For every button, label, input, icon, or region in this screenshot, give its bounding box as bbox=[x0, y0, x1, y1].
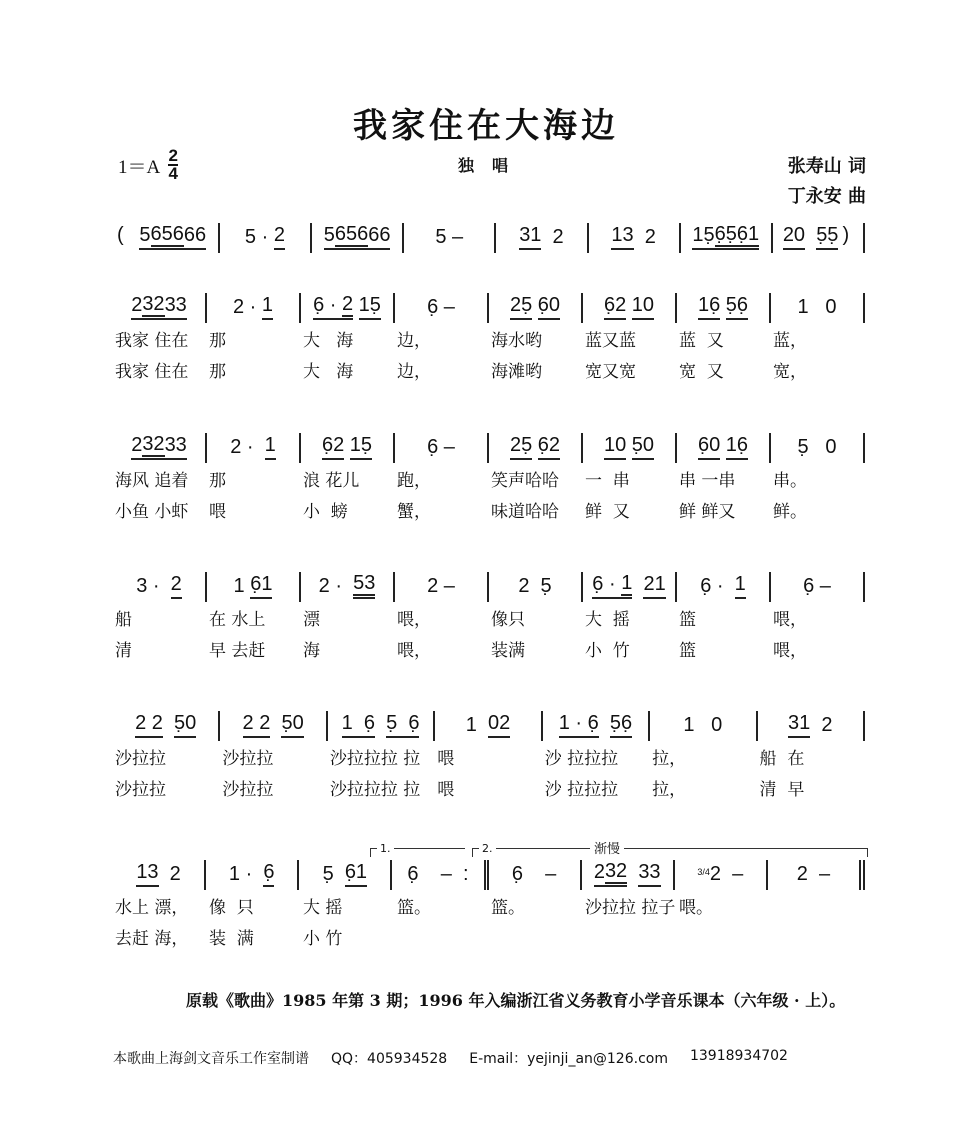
lyrics-verse-2 bbox=[113, 921, 865, 952]
measure bbox=[650, 711, 757, 741]
lyric-segment: 篮 bbox=[679, 641, 696, 661]
note-group: 6̣ – bbox=[511, 863, 557, 885]
lyric-segment: 拉， bbox=[652, 780, 687, 800]
note-group: 5̣ bbox=[322, 863, 345, 885]
measure bbox=[220, 223, 312, 253]
note-group: 5̣6̣ bbox=[726, 295, 748, 320]
lyric-segment: 沙拉拉拉 拉 bbox=[329, 749, 421, 769]
measure bbox=[496, 223, 588, 253]
lyric-segment: 边， bbox=[397, 331, 431, 351]
note-group: 5 · bbox=[244, 226, 274, 248]
lyrics-verse-1 bbox=[113, 741, 865, 772]
note-group: 6̣ – bbox=[427, 436, 455, 458]
lyricist: 张寿山 词 bbox=[787, 156, 866, 177]
note-group: 32 bbox=[142, 434, 164, 460]
lyric-segment: 喂。 bbox=[679, 898, 713, 918]
lyric-segment: 船 bbox=[115, 610, 132, 630]
measure bbox=[677, 433, 771, 463]
lyric-segment: 蓝又蓝 bbox=[585, 331, 636, 351]
note-group: 6̣2 bbox=[604, 295, 626, 320]
note-group: 1 0 bbox=[797, 296, 837, 318]
lyric-segment: 大 海 bbox=[303, 331, 354, 351]
note-group: 6̣0 bbox=[698, 435, 720, 460]
note-group: 1 · bbox=[228, 863, 264, 885]
lyric-segment: 喂 bbox=[209, 502, 226, 522]
note-group: 5̣6̣ bbox=[610, 713, 632, 738]
note-group: 32 bbox=[605, 861, 627, 887]
measure bbox=[489, 572, 583, 602]
note-group: 6̣1 bbox=[345, 862, 367, 887]
measure bbox=[583, 572, 677, 602]
measure bbox=[489, 293, 583, 323]
note-group: 31 bbox=[788, 713, 810, 738]
lyric-segment: 蟹， bbox=[397, 502, 431, 522]
measure bbox=[113, 433, 207, 463]
lyric-segment: 鲜。 bbox=[773, 502, 807, 522]
measure bbox=[768, 860, 865, 890]
note-group: 2 5̣ bbox=[518, 575, 552, 597]
ritardando-marking: 渐慢 bbox=[590, 838, 624, 857]
measure bbox=[681, 223, 773, 253]
measure bbox=[489, 860, 582, 890]
note-group: 16̣ bbox=[698, 295, 720, 320]
time-sig-top: 2 bbox=[168, 146, 178, 165]
note-group: 21 bbox=[643, 574, 665, 599]
measure bbox=[207, 433, 301, 463]
lyric-segment: 串。 bbox=[773, 471, 807, 491]
lyric-segment: 鲜 鲜又 bbox=[679, 502, 736, 522]
note-group: 2 bbox=[594, 862, 605, 887]
credit-email: E-mail：yejinji_an@126.com bbox=[469, 1051, 668, 1067]
lyric-segment: 装满 bbox=[491, 641, 525, 661]
lyric-segment: 那 bbox=[209, 331, 226, 351]
measure bbox=[299, 860, 392, 890]
note-group: 15̣ bbox=[692, 225, 714, 250]
measure bbox=[758, 711, 865, 741]
credit-qq: QQ：405934528 bbox=[331, 1051, 448, 1067]
note-group: 6̣ · bbox=[313, 295, 342, 320]
lyric-segment: 味道哈哈 bbox=[491, 502, 559, 522]
lyric-segment: 喂， bbox=[397, 641, 431, 661]
lyric-segment: 一 串 bbox=[585, 471, 630, 491]
note-group: 2 · bbox=[230, 436, 265, 458]
measure bbox=[771, 572, 865, 602]
lyric-segment: 喂， bbox=[773, 610, 807, 630]
lyric-segment: 沙拉拉 拉子 bbox=[585, 898, 676, 918]
note-group: 33 bbox=[165, 435, 187, 460]
lyric-segment: 海 bbox=[303, 641, 320, 661]
measure bbox=[583, 293, 677, 323]
lyric-segment: 跑， bbox=[397, 471, 431, 491]
lyric-segment: 海滩哟 bbox=[491, 362, 542, 382]
lyrics-verse-1 bbox=[113, 602, 865, 633]
lyric-segment: 那 bbox=[209, 362, 226, 382]
note-group: 2 bbox=[171, 574, 182, 599]
note-group: 6̣1 bbox=[250, 574, 272, 599]
note-group: 2 – bbox=[427, 575, 455, 597]
lyric-segment: 浪 花儿 bbox=[303, 471, 360, 491]
note-group: 5̣0 bbox=[632, 435, 654, 460]
note-group: 2 bbox=[274, 225, 285, 250]
measure bbox=[301, 433, 395, 463]
note-group: 3 · bbox=[136, 575, 171, 597]
note-group: 66 bbox=[184, 225, 206, 250]
note-group: 1 bbox=[465, 714, 488, 736]
time-signature bbox=[168, 148, 178, 182]
lyric-segment: 宽又宽 bbox=[585, 362, 636, 382]
measure bbox=[392, 860, 488, 890]
measure bbox=[771, 433, 865, 463]
lyrics-verse-2 bbox=[113, 494, 865, 525]
measure bbox=[677, 293, 771, 323]
measure bbox=[128, 223, 220, 253]
note-group: 656 bbox=[151, 224, 184, 250]
note-group: 656 bbox=[335, 224, 368, 250]
notes-line bbox=[113, 433, 865, 463]
note-group: 31 bbox=[519, 225, 541, 250]
lyric-segment: 像 只 bbox=[209, 898, 254, 918]
lyric-segment: 海风 追着 bbox=[115, 471, 189, 491]
lyric-segment: 小 螃 bbox=[303, 502, 348, 522]
note-group: 2 bbox=[633, 226, 656, 248]
note-group: 6̣ – : bbox=[407, 863, 469, 885]
note-group bbox=[270, 715, 281, 738]
measure bbox=[220, 711, 327, 741]
lyric-segment: 清 早 bbox=[759, 780, 805, 800]
lyric-segment: 船 在 bbox=[759, 749, 805, 769]
note-group: 5̣0 bbox=[281, 713, 303, 738]
notes-line bbox=[113, 572, 865, 602]
key-signature bbox=[118, 148, 178, 182]
note-group: 5̣ 0 bbox=[797, 436, 837, 458]
measure bbox=[113, 711, 220, 741]
lyric-segment: 水上 漂， bbox=[115, 898, 189, 918]
close-paren: ) bbox=[842, 224, 850, 246]
lyric-segment: 沙 拉拉拉 bbox=[544, 749, 619, 769]
measure bbox=[489, 433, 583, 463]
note-group: 6̣ bbox=[263, 862, 274, 887]
note-group: 15̣ bbox=[350, 435, 372, 460]
measure bbox=[328, 711, 435, 741]
lyric-segment: 蓝， bbox=[773, 331, 807, 351]
lyric-segment: 清 bbox=[115, 641, 132, 661]
lyric-segment: 沙拉拉 bbox=[222, 780, 274, 800]
note-group: 1 bbox=[735, 574, 746, 599]
measure bbox=[395, 293, 489, 323]
note-group: 6̣ · bbox=[592, 574, 621, 599]
lyric-segment: 宽， bbox=[773, 362, 807, 382]
lyric-segment: 喂 bbox=[437, 749, 455, 769]
key-label: 1＝A bbox=[118, 156, 161, 178]
lyric-segment: 篮。 bbox=[397, 898, 431, 918]
measure bbox=[113, 572, 207, 602]
note-group: 1 bbox=[233, 575, 251, 597]
lyric-segment: 喂， bbox=[773, 641, 807, 661]
lyric-segment: 去赶 海， bbox=[115, 929, 189, 949]
measure bbox=[301, 293, 395, 323]
volta-2-label: 2. bbox=[479, 842, 496, 855]
lyric-segment: 大 海 bbox=[303, 362, 354, 382]
measure bbox=[589, 223, 681, 253]
lyric-segment: 笑声哈哈 bbox=[491, 471, 559, 491]
note-group: 2 bbox=[342, 294, 353, 320]
lyrics-verse-1 bbox=[113, 463, 865, 494]
note-group: 66 bbox=[368, 225, 390, 250]
score-row bbox=[113, 223, 865, 253]
performance-type: 独唱 bbox=[458, 156, 527, 175]
measure bbox=[677, 572, 771, 602]
notes-line bbox=[113, 223, 865, 253]
note-group: 32 bbox=[142, 294, 164, 320]
note-group: 02 bbox=[488, 713, 510, 738]
credit-line bbox=[113, 1048, 788, 1068]
score-row bbox=[113, 860, 865, 952]
lyrics-verse-2 bbox=[113, 354, 865, 385]
open-paren: ( bbox=[117, 224, 124, 246]
measure bbox=[583, 433, 677, 463]
lyric-segment: 我家 住在 bbox=[115, 331, 189, 351]
note-group: 2 2 bbox=[135, 713, 163, 738]
note-group: 20 bbox=[783, 225, 805, 250]
volta-1-label: 1. bbox=[377, 842, 394, 855]
note-group: 1 bbox=[621, 573, 632, 599]
lyric-segment: 在 水上 bbox=[209, 610, 266, 630]
note-group bbox=[627, 864, 638, 887]
note-group: 33 bbox=[638, 862, 660, 887]
measure bbox=[312, 223, 404, 253]
lyric-segment: 宽 又 bbox=[679, 362, 724, 382]
note-group bbox=[632, 576, 643, 599]
note-group: 2 · bbox=[318, 575, 354, 597]
lyric-segment: 像只 bbox=[491, 610, 525, 630]
score-row bbox=[113, 572, 865, 664]
measure bbox=[404, 223, 496, 253]
note-group: 5̣ 6̣ bbox=[386, 713, 419, 738]
note-group: 2 bbox=[131, 435, 142, 460]
note-group: 25̣ bbox=[510, 295, 532, 320]
lyric-segment: 沙拉拉 bbox=[222, 749, 274, 769]
lyric-segment: 沙拉拉 bbox=[115, 749, 166, 769]
note-group: 6̣0 bbox=[538, 295, 560, 320]
measure bbox=[675, 860, 768, 890]
lyric-segment: 早 去赶 bbox=[209, 641, 266, 661]
lyric-segment: 篮 bbox=[679, 610, 696, 630]
measure bbox=[113, 293, 207, 323]
lyric-segment: 小鱼 小虾 bbox=[115, 502, 189, 522]
note-group: 2 2 bbox=[243, 713, 271, 738]
lyric-segment: 我家 住在 bbox=[115, 362, 189, 382]
note-group: 2 bbox=[541, 226, 564, 248]
note-group: 1 bbox=[262, 295, 273, 320]
lyrics-verse-1 bbox=[113, 890, 865, 921]
note-group bbox=[599, 715, 610, 738]
measure bbox=[113, 860, 206, 890]
score-row bbox=[113, 433, 865, 525]
lyrics-verse-2 bbox=[113, 633, 865, 664]
lyric-segment: 边， bbox=[397, 362, 431, 382]
song-title: 我家住在大海边 bbox=[353, 106, 619, 146]
note-group: 2 – bbox=[796, 863, 831, 885]
note-group: 6̣5̣6̣1 bbox=[715, 224, 760, 250]
lyric-segment: 小 竹 bbox=[303, 929, 343, 949]
lyric-segment: 沙 拉拉拉 bbox=[544, 780, 619, 800]
note-group: 13 bbox=[611, 225, 633, 250]
measure bbox=[582, 860, 675, 890]
note-group: 2 bbox=[131, 295, 142, 320]
note-group: 5 bbox=[139, 225, 150, 250]
measure bbox=[207, 572, 301, 602]
note-group: 25̣ bbox=[510, 435, 532, 460]
note-group: 6̣2 bbox=[538, 435, 560, 460]
measure bbox=[395, 572, 489, 602]
note-group: 5̣0 bbox=[174, 713, 196, 738]
note-group: 1 0 bbox=[683, 714, 723, 736]
lyric-segment: 海水哟 bbox=[491, 331, 542, 351]
lyrics-verse-1 bbox=[113, 323, 865, 354]
note-group: 13 bbox=[136, 862, 158, 887]
note-group: 5 – bbox=[435, 226, 464, 248]
note-group: 1 · 6̣ bbox=[559, 713, 599, 738]
lyric-segment: 大 摇 bbox=[585, 610, 630, 630]
volta-2-bracket bbox=[472, 842, 868, 857]
score-row bbox=[113, 293, 865, 385]
note-group: 1 6̣ bbox=[342, 713, 375, 738]
measure bbox=[771, 293, 865, 323]
note-group: 53 bbox=[353, 573, 375, 599]
note-group: 2 bbox=[158, 863, 181, 885]
note-group: 33 bbox=[165, 295, 187, 320]
score-row bbox=[113, 711, 865, 803]
lyric-segment: 那 bbox=[209, 471, 226, 491]
note-group: 2 · bbox=[232, 296, 262, 318]
volta-1-bracket bbox=[370, 842, 465, 857]
note-group: 10 bbox=[632, 295, 654, 320]
time-sig-bottom: 4 bbox=[168, 164, 178, 183]
note-group: 6̣2 bbox=[322, 435, 344, 460]
lyric-segment: 大 摇 bbox=[303, 898, 343, 918]
note-group: 5̣5̣ bbox=[816, 225, 838, 250]
note-group: 2 – bbox=[709, 863, 744, 885]
note-group: 16̣ bbox=[726, 435, 748, 460]
note-group: 2 bbox=[810, 714, 833, 736]
lyric-segment: 沙拉拉拉 拉 bbox=[329, 780, 421, 800]
lyric-segment: 沙拉拉 bbox=[115, 780, 166, 800]
lyric-segment: 小 竹 bbox=[585, 641, 630, 661]
note-group: 6̣ – bbox=[427, 296, 455, 318]
note-group: 5 bbox=[324, 225, 335, 250]
time-change: 3/4 bbox=[697, 867, 710, 877]
measure bbox=[395, 433, 489, 463]
note-group bbox=[163, 715, 174, 738]
lyric-segment: 蓝 又 bbox=[679, 331, 724, 351]
notes-line bbox=[113, 293, 865, 323]
lyric-segment: 篮。 bbox=[491, 898, 525, 918]
note-group: 15̣ bbox=[359, 295, 381, 320]
lyric-segment: 喂， bbox=[397, 610, 431, 630]
lyric-segment: 鲜 又 bbox=[585, 502, 630, 522]
lyric-segment: 喂 bbox=[437, 780, 455, 800]
note-group bbox=[375, 715, 386, 738]
lyrics-verse-2 bbox=[113, 772, 865, 803]
measure bbox=[435, 711, 542, 741]
measure bbox=[207, 293, 301, 323]
note-group bbox=[805, 227, 816, 250]
lyric-segment: 装 满 bbox=[209, 929, 254, 949]
credit-phone: 13918934702 bbox=[689, 1048, 788, 1064]
note-group: 6̣ – bbox=[803, 575, 831, 597]
notes-line bbox=[113, 860, 865, 890]
lyric-segment: 拉， bbox=[652, 749, 687, 769]
measure bbox=[301, 572, 395, 602]
source-note: 原载《歌曲》1985 年第 3 期；1996 年入编浙江省义务教育小学音乐课本（六年级 · 上）。 bbox=[186, 991, 846, 1010]
measure bbox=[206, 860, 299, 890]
composer: 丁永安 曲 bbox=[787, 186, 866, 207]
note-group: 1 bbox=[265, 435, 276, 460]
notes-line bbox=[113, 711, 865, 741]
lyric-segment: 漂 bbox=[303, 610, 320, 630]
note-group: 10 bbox=[604, 435, 626, 460]
credit-studio: 本歌曲上海剑文音乐工作室制谱 bbox=[113, 1051, 309, 1067]
measure bbox=[773, 223, 865, 253]
lyric-segment: 串 一串 bbox=[679, 471, 736, 491]
measure bbox=[543, 711, 650, 741]
note-group: 6̣ · bbox=[700, 575, 735, 597]
